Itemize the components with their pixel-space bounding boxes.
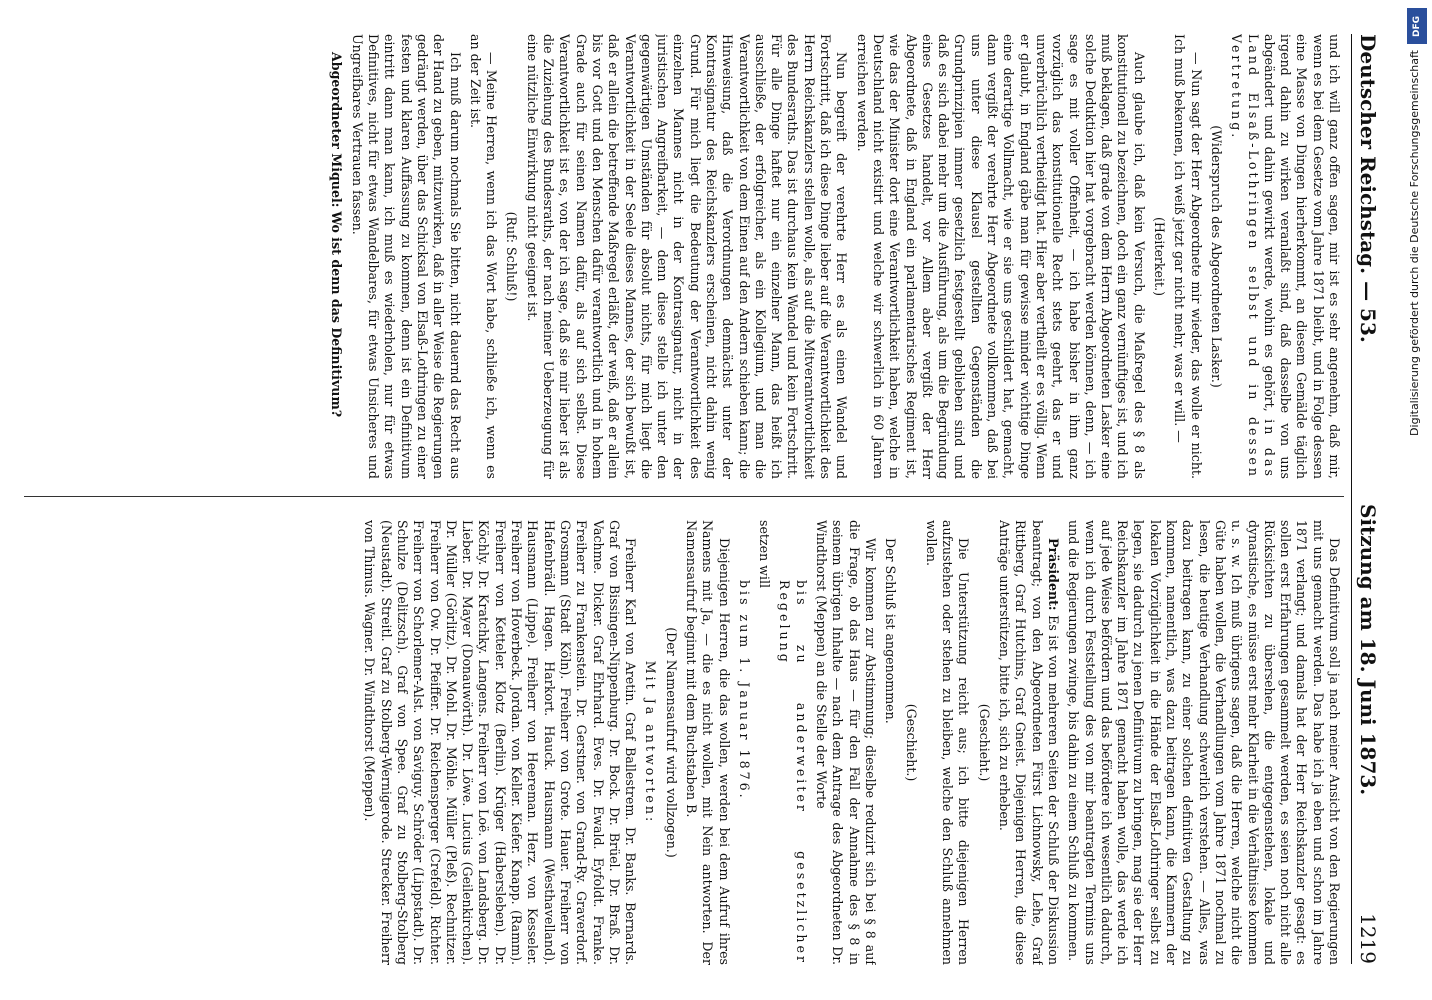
- dfg-credit-text: Digitalisierung gefördert durch die Deutsche Forschungsgemeinschaft: [1408, 50, 1421, 436]
- right-column: [22, 520, 1342, 965]
- right-interjection-2: (Geschieht.): [903, 703, 919, 782]
- header-page-number: 1219: [1356, 913, 1380, 964]
- right-paragraph-1: Das Definitivum soll ja nach meiner Ansicht von den Regierungen mit uns gemacht werden. Das habe ich ja eben und schon im Jahre 1871 verlangt; und damals hat der Herr Reichskanzler gesagt: es sollen erst Erfahrungen gesammelt werden, es seien noch nicht alle Rücksichten zu übersehen, die entgegenstehen, lokale und dynastische, es müsse erst mehr Klarheit in die Verhältnisse kommen u. s. w. Ich muß übrigens sagen, daß die Herren, welche nicht die Güte haben wollen, die Verhandlungen vom Jahre 1871 nochmal zu lesen, die heutige Verhandlung schwerlich verstehen. — Alles, was dazu beitragen kann, zu einer solchen definitiven Gestaltung zu kommen, namentlich, was dazu beitragen kann, die Kammern der lokalen Vorzüglichkeit in die Hände der Elsaß-Lothringer selbst zu legen, sie dadurch zu jenen Definitivum zu bringen, mag sie der Herr Reichskanzler im Jahre 1871 gemacht haben wolle, das werde ich auf jede Weise befördern und das befördere ich wesentlich dadurch, wenn ich durch Feststellung des von mir beantragten Termins uns und die Regierungen zwinge, bis dahin zu einem Schluß zu kommen.: [1066, 520, 1342, 965]
- right-paragraph-7: Wir kommen zur Abstimmung; dieselbe reduzirt sich bei § 8 auf die Frage, ob das Haus — für den Fall der Annahme des § 8 in seinem übrigen Inhalte — nach dem Antrage des Abgeordneten Dr. Windthorst (Meppen) an die Stelle der Worte: [814, 520, 878, 965]
- column-divider: [24, 496, 1344, 497]
- right-paragraph-2: Präsident: Es ist von mehreren Seiten der Schluß der Diskussion beantragt; von den Abgeordneten Fürst Lichnowsky, Lehe, Graf Rittberg, Graf Hutchins, Graf Gneist. Diejenigen Herren, die diese Anträge unterstützen, bitte ich, sich zu erheben.: [997, 520, 1061, 965]
- right-quoted-phrase-2: bis zum 1. Januar 1876.: [736, 580, 752, 801]
- page-header: [1351, 34, 1386, 964]
- right-paragraph-6: Der Schluß ist angenommen.: [883, 538, 899, 724]
- left-paragraph-3: — Nun sagt der Herr Abgeordnete mir wieder, das wolle er nicht. Ich muß bekennen, ich weiß jetzt gar nicht mehr, was er will. —: [1172, 34, 1204, 479]
- left-paragraph-8: — Meine Herren, wenn ich das Wort habe, schließe ich, wenn es an der Zeit ist.: [467, 34, 500, 479]
- vote-name-list: Freiherr Karl von Aretin. Graf Ballestrem. Dr. Banks. Bernards. Graf von Bissingen-Nippenburg. Dr. Bock. Dr. Brüel. Dr. Braß. Dr. Vachme. Dicker. Graf Ehrhard. Eves. Dr. Ewald. Eyfoldt. Franke. Freiherr zu Frankenstein. Dr. Gerstner. von Grand-Ry. Graverdorf. Grosmann (Stadt Köln). Freiherr von Grote. Hauer. Freiherr von Hafenbrädl. Hagen. Harkort. Hauck. Hausmann (Westhavelland). Hausmann (Lippe). Freiherr von Heereman. Herz. von Kesseler. Freiherr von Hoverbeck. Jordan. von Keller. Kiefer. Knapp. (Ramm). Freiherr von Ketteler. Klotz (Berlin). Krüger (Habersleben). Dr. Köchly. Dr. Kratchky. Langens. Freiherr von Loë. von Landsberg. Dr. Lieber. Dr. Mayer (Donauwörth). Dr. Löwe. Lucius (Geilenkirchen). Dr. Müller (Görlitz). Dr. Mohl. Dr. Möhle. Müller (Pleß). Rechnitzer. Freiherr von Ow. Dr. Pfeiffer. Dr. Reichensperger (Crefeld). Richter. Freiherr von Schorlemer-Alst. von Saviguy. Schröder (Lippstadt). Dr. Schulze (Delitzsch). Graf von Spee. Graf zu Stolberg-Stolberg (Neustadt). Streitl. Graf zu Stolberg-Wernigerode. Strecker. Freiherr von Thimus. Wagner. Dr. Windthorst (Meppen).: [362, 520, 639, 965]
- left-paragraph-6: Nun begreift der verehrte Herr es als einen Wandel und Fortschritt, daß ich diese Dinge lieber auf die Verantwortlichkeit des Herrn Reichskanzlers stellen wolle, als auf die Mitverantwortlichkeit des Bundesraths. Das ist durchaus kein Wandel und kein Fortschritt. Für alle Dinge haftet nur ein einzelner Mann, das heißt ich ausschließe, der erfolgreicher, als ein Kollegium, und man die Verantwortlichkeit von dem Einen auf den Andern schieben kann; die Hinweisung, daß die Verordnungen demnächst unter der Kontrasignatur des Reichskanzlers erscheinen, nicht dahin wenig Grund. Für mich liegt die Bedeutung der Verantwortlichkeit des einzelnen Mannes nicht in der Kontrasignatur, nicht in der juristischen Angreifbarkeit, — denn diese stelle ich unter den gegenwärtigen Umständen für absolut nichts, für mich liegt die Verantwortlichkeit in der Seele dieses Mannes, der sich bewußt ist, daß er allein die betreffende Maßregel erläßt, der weiß, daß er allein bis vor Gott und den Menschen dafür verantwortlich und in hohem Grade auch für seinen Namen dafür, als auf sich selbst. Diese Verantwortlichkeit ist es, von der ich sage, daß sie mir lieber ist als die Zuziehung des Bundesraths, der nach meiner Ueberzeugung für eine nützliche Einwirkung nicht geeignet ist.: [524, 34, 850, 479]
- left-paragraph-5: Auch glaube ich, daß kein Versuch, die Maßregel des § 8 als konstitutionell zu bezeichnen, doch ein ganz vernünftiges ist, und ich muß beklagen, daß grade von dem Herrn Abgeordneten Lasker eine solche Deduktion hier hat vorgebracht werden können, denn, — ich sage es mit voller Offenheit, — ich habe bisher in ihm ganz vorzüglich das konstitutionelle Recht stets geehrt, das er und unverbrüchlich vertheidigt hat. Hier aber vertheilt er es völlig. Wenn er glaubt, in England gäbe man für gewisse minder wichtige Dinge eine derartige Vollmacht, wie er sie uns geschildert hat, gemacht, dann vergißt der verehrte Herr Abgeordnete vollkommen, daß bei uns unter diese Klausel gestellten Gegenständen die Grundprinzipien immer gesetzlich festgestellt geblieben sind und daß es sich dabei mehr um die Ausführung, als um die Begründung eines Gesetzes handelt, vor Allem aber vergißt der Herr Abgeordnete, daß in England ein parlamentarisches Regiment ist, wie das der Minister dort eine Verantwortlichkeit haben, welche in Deutschland nicht existirt und welche wir schwerlich in 60 Jahren erreichen werden.: [854, 34, 1147, 479]
- header-left: Deutscher Reichstag. — 53.: [1356, 34, 1380, 343]
- right-paragraph-11: Diejenigen Herren, die das wollen, werden bei dem Aufruf ihres Namens mit Ja, — die es nicht wollen, mit Nein antworten. Der Namensaufruf beginnt mit dem Buchstaben B.: [684, 520, 732, 965]
- dfg-sidebar: [1405, 6, 1429, 986]
- header-center: Sitzung am 18. Juni 1873.: [1356, 504, 1380, 796]
- right-paragraph-9: setzen will: [757, 520, 773, 589]
- left-column: [22, 34, 1342, 479]
- left-paragraph-9: Ich muß darum nochmals Sie bitten, nicht dauernd das Recht aus der Hand zu geben, mitzuwirken, daß in aller Weise die Regierungen gedrängt werden, über das Schicksal von Elsaß-Lothringen zu einer festen und klaren Auffassung zu kommen, denn ist ein Definitivum eintritt dann man kann, ich muß es wiederholen, nur für etwas Definitives, nicht für etwas Wandelbares, für etwas Unsicheres und Ungreifbares Vertrauen fassen.: [349, 34, 463, 479]
- left-paragraph-10: Abgeordneter Miquel: Wo ist denn das Definitivum?: [329, 52, 345, 418]
- left-interjection-1: (Widerspruch des Abgeordneten Lasker.): [1208, 125, 1224, 388]
- right-interjection-3: (Der Namensaufruf wird vollzogen.): [663, 627, 679, 858]
- left-paragraph-1: und ich will ganz offen sagen, mir ist es sehr angenehm, daß mir, wenn es bei dem Gesetze vom Jahre 1871 bleibt, und in Folge dessen eine Masse von Dingen hierherkommt, an diesem Gemälde täglich irgend dahin zu wirken veranlaßt sind, daß dasselbe von uns abgeändert und dahin gewirkt werde, wohin es gehört, in das Land Elsaß-Lothringen selbst und in dessen Vertretung.: [1229, 34, 1342, 479]
- left-interjection-3: (Ruf: Schluß!): [504, 211, 520, 302]
- right-interjection-1: (Geschieht.): [976, 703, 992, 782]
- right-paragraph-4: Die Unterstützung reicht aus; ich bitte diejenigen Herren aufzustehen oder stehen zu bleiben, welche den Schluß annehmen wollen.: [923, 520, 972, 965]
- dfg-logo: DFG: [1407, 8, 1427, 44]
- spaced-emphasis: in das Land Elsaß-Lothringen selbst und in dessen Vertretung.: [1229, 34, 1277, 479]
- vote-heading: Mit Ja antworten:: [643, 660, 659, 825]
- left-interjection-2: (Heiterkeit.): [1152, 217, 1168, 296]
- president-label: Präsident:: [1045, 538, 1061, 611]
- right-quoted-phrase-1: bis zu anderweiter gesetzlicher Regelung: [777, 580, 809, 965]
- speaker-name: Abgeordneter Miquel:: [329, 52, 345, 208]
